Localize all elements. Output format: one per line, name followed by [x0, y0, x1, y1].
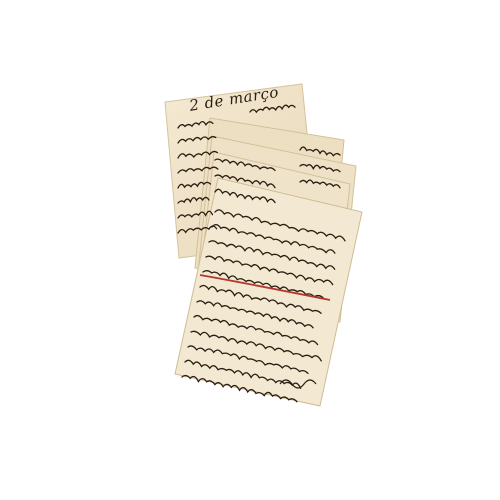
page-heading: 2 de março: [188, 82, 281, 115]
